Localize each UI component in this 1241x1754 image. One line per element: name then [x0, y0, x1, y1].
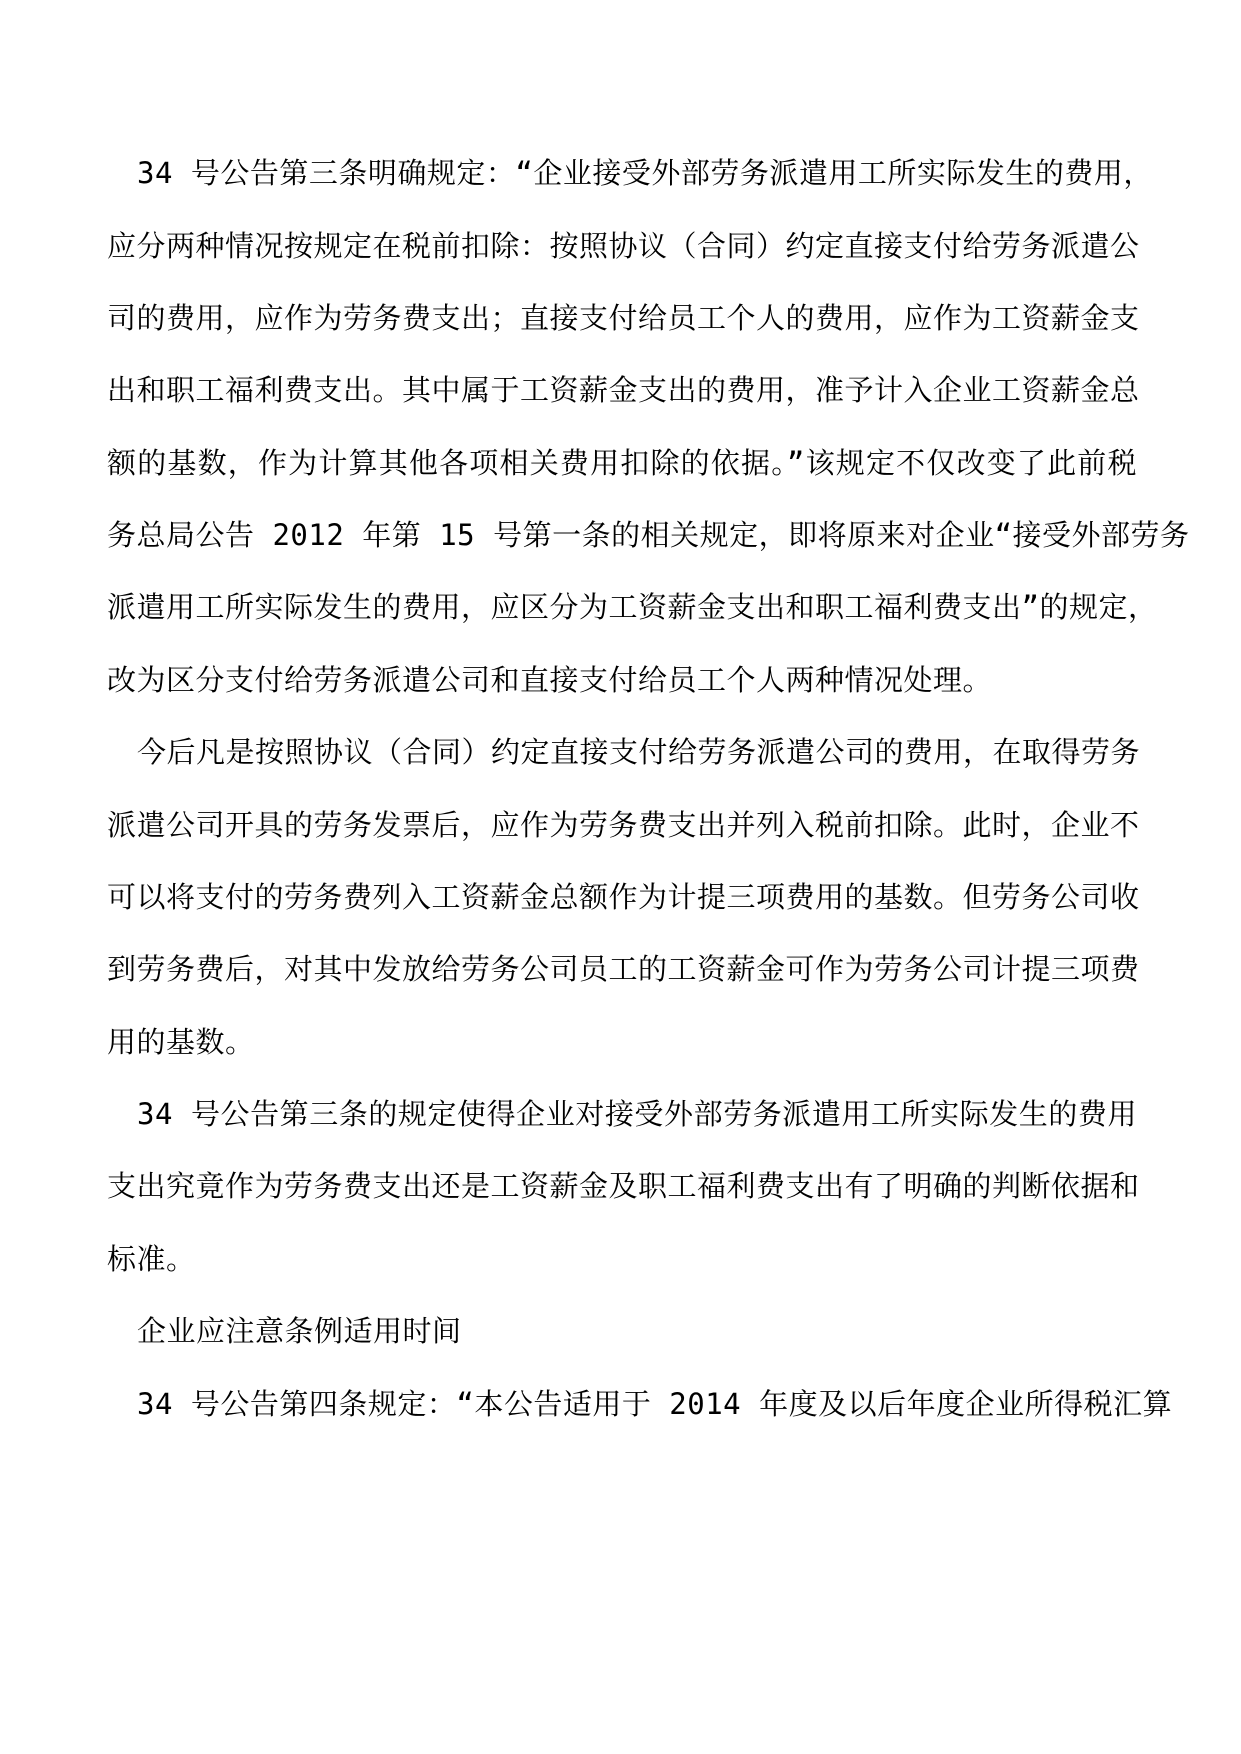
paragraph-line: 可以将支付的劳务费列入工资薪金总额作为计提三项费用的基数。但劳务公司收	[107, 880, 1140, 914]
paragraph-line: 到劳务费后，对其中发放给劳务公司员工的工资薪金可作为劳务公司计提三项费	[107, 952, 1140, 986]
paragraph-line: 用的基数。	[107, 1025, 255, 1059]
paragraph-line: 派遣公司开具的劳务发票后，应作为劳务费支出并列入税前扣除。此时，企业不	[107, 808, 1140, 842]
paragraph-line: 支出究竟作为劳务费支出还是工资薪金及职工福利费支出有了明确的判断依据和	[107, 1169, 1140, 1203]
paragraph-line: 改为区分支付给劳务派遣公司和直接支付给员工个人两种情况处理。	[107, 663, 993, 697]
paragraph-line: 应分两种情况按规定在税前扣除：按照协议（合同）约定直接支付给劳务派遣公	[107, 229, 1140, 263]
paragraph-line: 34 号公告第四条规定：“本公告适用于 2014 年度及以后年度企业所得税汇算	[137, 1387, 1173, 1421]
paragraph-line: 额的基数，作为计算其他各项相关费用扣除的依据。”该规定不仅改变了此前税	[107, 446, 1137, 480]
paragraph-line: 34 号公告第三条明确规定：“企业接受外部劳务派遣用工所实际发生的费用，	[137, 156, 1153, 190]
paragraph-line: 今后凡是按照协议（合同）约定直接支付给劳务派遣公司的费用，在取得劳务	[137, 735, 1141, 769]
paragraph-line: 34 号公告第三条的规定使得企业对接受外部劳务派遣用工所实际发生的费用	[137, 1097, 1137, 1131]
section-heading: 企业应注意条例适用时间	[137, 1314, 462, 1348]
paragraph-line: 务总局公告 2012 年第 15 号第一条的相关规定，即将原来对企业“接受外部劳务	[107, 518, 1190, 552]
paragraph-line: 标准。	[107, 1242, 196, 1276]
paragraph-line: 派遣用工所实际发生的费用，应区分为工资薪金支出和职工福利费支出”的规定，	[107, 590, 1158, 624]
paragraph-line: 出和职工福利费支出。其中属于工资薪金支出的费用，准予计入企业工资薪金总	[107, 373, 1140, 407]
paragraph-line: 司的费用，应作为劳务费支出；直接支付给员工个人的费用，应作为工资薪金支	[107, 301, 1140, 335]
